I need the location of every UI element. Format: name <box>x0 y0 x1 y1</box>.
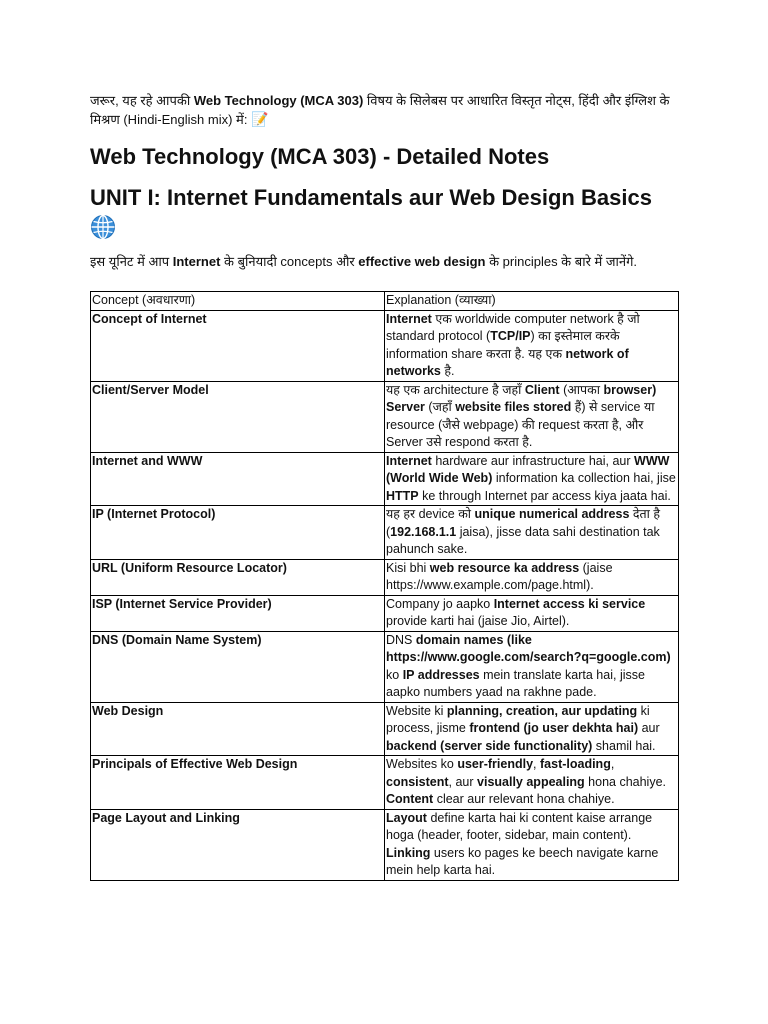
concepts-table-body <box>91 292 679 881</box>
concept-cell: Client/Server Model <box>91 381 385 452</box>
explanation-text: है. <box>440 364 455 378</box>
explanation-bold: user-friendly <box>457 757 534 771</box>
explanation-text: Website ki <box>386 703 447 718</box>
concept-cell: Page Layout and Linking <box>91 809 385 880</box>
explanation-cell <box>385 381 679 452</box>
explanation-bold: fast-loading <box>540 757 611 771</box>
concepts-table <box>90 291 679 881</box>
explanation-text: shamil hai. <box>592 738 656 753</box>
concept-cell: URL (Uniform Resource Locator) <box>91 559 385 595</box>
explanation-cell <box>385 756 679 810</box>
explanation-bold: network of networks <box>386 346 629 378</box>
explanation-bold: website files stored <box>455 400 572 414</box>
page-title: Web Technology (MCA 303) - Detailed Notes <box>90 144 550 169</box>
table-row <box>91 595 679 631</box>
explanation-text: ko <box>386 667 403 682</box>
explanation-bold: HTTP <box>386 488 419 503</box>
explanation-text: provide karti hai (jaise Jio, Airtel). <box>386 614 570 628</box>
explanation-cell <box>385 310 679 381</box>
explanation-bold: planning, creation, aur updating <box>446 703 638 718</box>
concept-cell: Principals of Effective Web Design <box>91 756 385 810</box>
explanation-text: (jaise https://www.example.com/page.html). <box>386 560 613 592</box>
explanation-bold: TCP/IP <box>490 329 531 343</box>
explanation-text: users ko pages ke beech navigate karne mein help karta hai. <box>386 845 659 877</box>
explanation-bold: consistent <box>386 774 449 789</box>
table-header-row <box>91 292 679 311</box>
explanation-text: यह हर device को <box>386 507 475 521</box>
explanation-text: mein translate karta hai, jisse aapko numbers yaad na rakhne pade. <box>386 667 645 699</box>
intro-paragraph <box>90 92 675 129</box>
table-row <box>91 559 679 595</box>
explanation-text: jaisa), jisse data sahi destination tak pahunch sake. <box>386 524 660 556</box>
concept-cell: Web Design <box>91 702 385 756</box>
lead-text-2: के बुनियादी concepts और <box>220 254 359 269</box>
explanation-text: ke through Internet par access kiya jaata hai. <box>418 488 671 503</box>
table-row <box>91 506 679 560</box>
explanation-text: , aur <box>448 774 478 789</box>
table-row <box>91 452 679 506</box>
explanation-bold: web resource ka address <box>429 560 580 575</box>
explanation-text: Websites ko <box>386 757 458 771</box>
explanation-text: हैं) से service या resource (जैसे webpage) की request करता है, और Server उसे respond करता है. <box>386 400 655 449</box>
lead-text-3: के principles के बारे में जानेंगे. <box>485 254 638 269</box>
globe-icon <box>90 214 116 240</box>
concept-cell: ISP (Internet Service Provider) <box>91 595 385 631</box>
unit-intro-paragraph <box>90 255 675 269</box>
explanation-text: aur <box>638 721 660 735</box>
explanation-cell <box>385 809 679 880</box>
table-row <box>91 310 679 381</box>
explanation-cell <box>385 559 679 595</box>
explanation-cell <box>385 506 679 560</box>
table-row <box>91 809 679 880</box>
explanation-bold: backend (server side functionality) <box>386 738 593 753</box>
explanation-text: एक worldwide computer network है जो standard protocol ( <box>386 311 640 343</box>
explanation-bold: Internet <box>386 453 432 468</box>
explanation-bold: Internet access ki service <box>493 596 646 611</box>
explanation-text: (आपका <box>559 382 604 397</box>
explanation-text: define karta hai ki content kaise arrange hoga (header, footer, sidebar, main content). <box>386 810 653 842</box>
header-explanation: Explanation (व्याख्या) <box>385 292 679 311</box>
explanation-text: hona chahiye. <box>584 774 667 789</box>
concept-cell: DNS (Domain Name System) <box>91 631 385 702</box>
concept-cell: Concept of Internet <box>91 310 385 381</box>
explanation-text: ) का इस्तेमाल करके information share करता है. यह एक <box>386 329 620 361</box>
unit-heading-text: UNIT I: Internet Fundamentals aur Web Design Basics <box>90 185 652 210</box>
table-row <box>91 702 679 756</box>
table-row <box>91 756 679 810</box>
table-row <box>91 631 679 702</box>
explanation-bold: IP addresses <box>402 667 480 682</box>
explanation-bold: Layout <box>386 810 427 825</box>
explanation-text: ki process, jisme <box>386 703 650 735</box>
header-concept: Concept (अवधारणा) <box>91 292 385 311</box>
explanation-bold: frontend (jo user dekhta hai) <box>469 721 639 735</box>
lead-bold-2: effective web design <box>358 254 486 269</box>
explanation-bold: unique numerical address <box>474 507 630 521</box>
intro-text-post: विषय के सिलेबस पर आधारित विस्तृत नोट्स, हिंदी और इंग्लिश के मिश्रण (Hindi-English mix) में: <box>90 93 670 127</box>
explanation-text: DNS <box>386 632 416 647</box>
explanation-text: , <box>610 757 615 771</box>
explanation-text: देता है ( <box>386 507 661 539</box>
explanation-text: (जहाँ <box>424 400 456 414</box>
concept-cell: IP (Internet Protocol) <box>91 506 385 560</box>
explanation-text: Kisi bhi <box>386 560 430 575</box>
explanation-text: यह एक architecture है जहाँ <box>386 382 525 397</box>
memo-icon: 📝 <box>251 111 269 127</box>
explanation-text: information ka collection hai, jise <box>492 471 676 485</box>
lead-text-1: इस यूनिट में आप <box>90 254 173 269</box>
explanation-cell <box>385 595 679 631</box>
intro-text-pre: जरूर, यह रहे आपकी <box>90 93 194 108</box>
explanation-bold: Content <box>386 792 434 806</box>
explanation-bold: WWW (World Wide Web) <box>386 453 670 485</box>
explanation-bold: 192.168.1.1 <box>390 524 457 539</box>
explanation-text: clear aur relevant hona chahiye. <box>433 792 615 806</box>
explanation-text: hardware aur infrastructure hai, aur <box>431 453 635 468</box>
explanation-cell <box>385 631 679 702</box>
explanation-bold: Internet <box>386 311 432 326</box>
explanation-bold: Linking <box>386 845 431 860</box>
explanation-text: , <box>533 757 540 771</box>
unit-heading <box>90 184 680 247</box>
explanation-cell <box>385 702 679 756</box>
lead-bold-1: Internet <box>172 254 221 269</box>
explanation-bold: browser) Server <box>386 382 657 414</box>
explanation-bold: domain names (like https://www.google.com/search?q=google.com) <box>386 632 671 664</box>
explanation-bold: visually appealing <box>477 774 585 789</box>
intro-subject: Web Technology (MCA 303) <box>193 93 364 108</box>
explanation-cell <box>385 452 679 506</box>
explanation-text: Company jo aapko <box>386 596 494 611</box>
concept-cell: Internet and WWW <box>91 452 385 506</box>
explanation-bold: Client <box>524 382 560 397</box>
table-row <box>91 381 679 452</box>
